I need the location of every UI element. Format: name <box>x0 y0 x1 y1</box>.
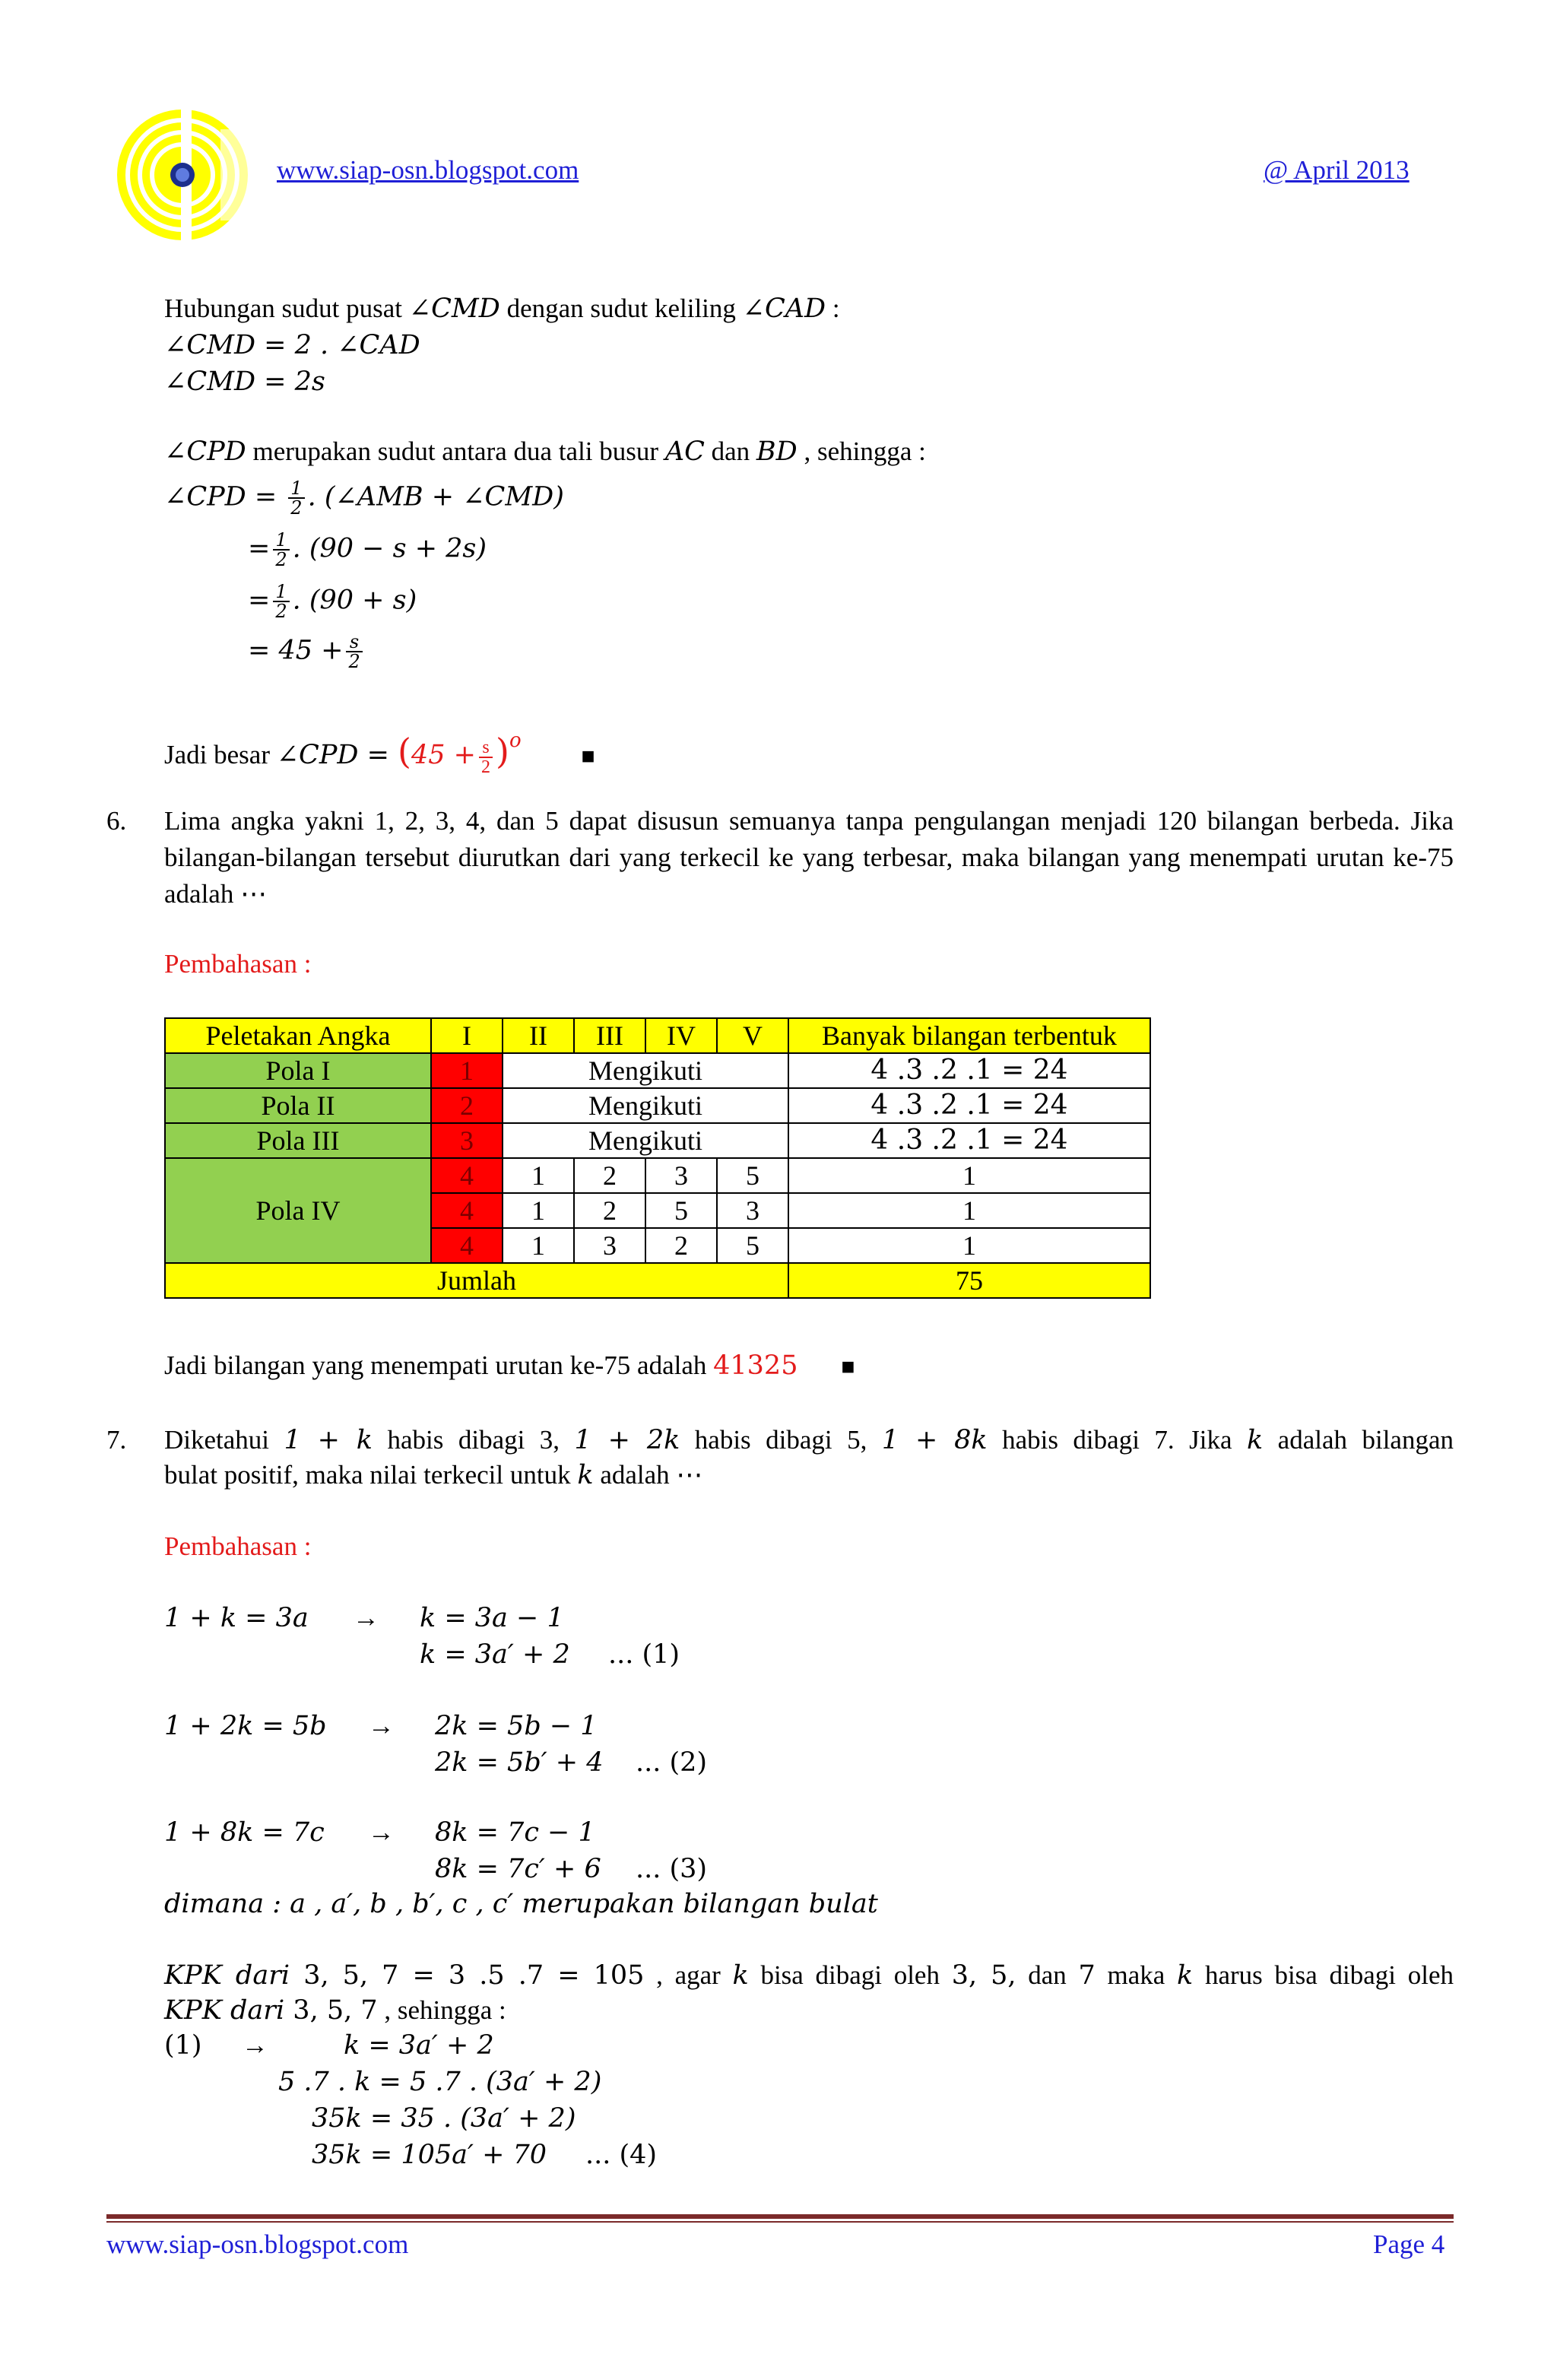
eq-b-tag: ... (2) <box>636 1747 708 1778</box>
table-cell: Pola I <box>165 1053 431 1088</box>
header-url-link[interactable]: www.siap-osn.blogspot.com <box>277 155 579 185</box>
table-cell: Pola III <box>165 1123 431 1158</box>
table-header-cell: I <box>431 1018 503 1053</box>
qed-mark: ■ <box>841 1354 855 1379</box>
problem-7-question-line-1: Diketahui 1 + k habis dibagi 3, 1 + 2k habis dibagi 5, 1 + 8k habis dibagi 7. Jika k adalah bilangan <box>164 1425 1454 1455</box>
deriv-r3: 35k = 35 . (3a′ + 2) <box>312 2103 576 2134</box>
table-row <box>165 1053 1150 1088</box>
arrow-icon: → <box>368 1711 395 1741</box>
eq-b-lhs: 1 + 2k = 5b <box>164 1711 327 1741</box>
table-cell: 2 <box>574 1193 645 1228</box>
table-cell: 5 <box>645 1193 717 1228</box>
table-cell: Pola IV <box>165 1158 431 1263</box>
problem-7-number: 7. <box>106 1425 127 1455</box>
table-header-cell: Banyak bilangan terbentuk <box>788 1018 1150 1053</box>
table-cell: 4 <box>431 1158 503 1193</box>
table-cell: 1 <box>788 1228 1150 1263</box>
table-cell: 4 .3 .2 .1 = 24 <box>788 1088 1150 1123</box>
equation-cmd-2: ∠CMD = 2s <box>164 367 325 397</box>
header-date: @ April 2013 <box>1264 155 1410 185</box>
eq-b-r2: 2k = 5b′ + 4 <box>435 1747 604 1778</box>
table-header-cell: Peletakan Angka <box>165 1018 431 1053</box>
footer-divider-thin <box>106 2221 1454 2223</box>
kpk-line-1: KPK dari 3, 5, 7 = 3 .5 .7 = 105 , agar k bisa dibagi oleh 3, 5, dan 7 maka k harus bisa dibagi oleh <box>164 1960 1454 1991</box>
eq-c-tag: ... (3) <box>636 1854 708 1884</box>
eq-c-r1: 8k = 7c − 1 <box>435 1817 595 1848</box>
eq-a-r1: k = 3a − 1 <box>420 1603 564 1633</box>
table-cell: Pola II <box>165 1088 431 1123</box>
table-cell: Jumlah <box>165 1263 788 1298</box>
table-total-row <box>165 1263 1150 1298</box>
eq-b-r1: 2k = 5b − 1 <box>435 1711 598 1741</box>
table-row <box>165 1158 1150 1193</box>
table-row <box>165 1123 1150 1158</box>
cpd-step-4: = 45 + $\frac{s}{2}$ <box>248 633 366 671</box>
cpd-intro: ∠CPD merupakan sudut antara dua tali busur AC dan BD , sehingga : <box>164 436 926 467</box>
central-angle-intro: Hubungan sudut pusat ∠CMD dengan sudut keliling ∠CAD : <box>164 294 840 324</box>
logo-graphic <box>114 106 258 243</box>
table-cell: Mengikuti <box>503 1053 788 1088</box>
cpd-conclusion: Jadi besar ∠CPD = (45 + $\frac{s}{2}$ )$^o$ ■ <box>164 729 595 777</box>
table-cell: 4 <box>431 1228 503 1263</box>
table-cell: 4 <box>431 1193 503 1228</box>
permutation-table <box>164 1017 1151 1299</box>
problem-6-number: 6. <box>106 806 127 836</box>
cpd-step-2: = $\frac{1}{2}$ . (90 − s + 2s) <box>248 529 487 570</box>
table-cell: 2 <box>645 1228 717 1263</box>
table-cell: 3 <box>717 1193 788 1228</box>
arrow-icon: → <box>353 1603 379 1633</box>
table-header-cell: IV <box>645 1018 717 1053</box>
table-header-cell: II <box>503 1018 574 1053</box>
table-cell: 1 <box>788 1158 1150 1193</box>
problem-6-pembahasan: Pembahasan : <box>164 949 312 979</box>
arrow-icon: → <box>368 1817 395 1847</box>
footer-url-link[interactable]: www.siap-osn.blogspot.com <box>106 2229 409 2259</box>
problem-7-pembahasan: Pembahasan : <box>164 1531 312 1561</box>
problem-7-question-line-2: bulat positif, maka nilai terkecil untuk k adalah ⋯ <box>164 1460 703 1490</box>
cpd-step-3: = $\frac{1}{2}$ . (90 + s) <box>248 581 417 622</box>
table-cell: Mengikuti <box>503 1123 788 1158</box>
qed-mark: ■ <box>581 744 595 769</box>
kpk-line-2: KPK dari 3, 5, 7 , sehingga : <box>164 1995 506 2026</box>
table-header-cell: V <box>717 1018 788 1053</box>
table-cell: 4 .3 .2 .1 = 24 <box>788 1123 1150 1158</box>
table-cell: 2 <box>574 1158 645 1193</box>
table-cell: 75 <box>788 1263 1150 1298</box>
arrow-icon: → <box>242 2030 268 2060</box>
table-cell: 5 <box>717 1158 788 1193</box>
eq-a-tag: ... (1) <box>608 1639 680 1670</box>
footer-divider <box>106 2214 1454 2219</box>
problem-6-question: Lima angka yakni 1, 2, 3, 4, dan 5 dapat disusun semuanya tanpa pengulangan menjadi 120 bilangan berbeda. Jika bilangan-bilangan tersebut diurutkan dari yang terkecil ke yang terbesar, maka bilangan yang menempati urutan ke-75 adalah ⋯ <box>164 806 1454 909</box>
deriv-tag-4: ... (4) <box>585 2140 658 2170</box>
table-cell: 1 <box>788 1193 1150 1228</box>
deriv-tag-1: (1) <box>164 2030 202 2061</box>
table-cell: Mengikuti <box>503 1088 788 1123</box>
table-header-cell: III <box>574 1018 645 1053</box>
table-cell: 1 <box>503 1193 574 1228</box>
table-row <box>165 1088 1150 1123</box>
problem-6-conclusion: Jadi bilangan yang menempati urutan ke-75 adalah 41325 ■ <box>164 1350 855 1381</box>
table-cell: 2 <box>431 1088 503 1123</box>
table-cell: 1 <box>503 1158 574 1193</box>
dimana-note: dimana : a , a′, b , b′, c , c′ merupakan bilangan bulat <box>164 1889 878 1919</box>
footer-page-number: Page 4 <box>1373 2229 1445 2259</box>
table-cell: 3 <box>645 1158 717 1193</box>
deriv-r2: 5 .7 . k = 5 .7 . (3a′ + 2) <box>278 2067 602 2097</box>
table-cell: 1 <box>431 1053 503 1088</box>
table-cell: 3 <box>431 1123 503 1158</box>
equation-cmd-1: ∠CMD = 2 . ∠CAD <box>164 330 420 360</box>
site-logo <box>114 106 258 243</box>
eq-c-lhs: 1 + 8k = 7c <box>164 1817 325 1848</box>
cpd-step-1: ∠CPD = $\frac{1}{2}$ . (∠AMB + ∠CMD) <box>164 478 564 519</box>
eq-a-r2: k = 3a′ + 2 <box>420 1639 570 1670</box>
table-cell: 4 .3 .2 .1 = 24 <box>788 1053 1150 1088</box>
table-header-row <box>165 1018 1150 1053</box>
table-cell: 5 <box>717 1228 788 1263</box>
table-cell: 1 <box>503 1228 574 1263</box>
eq-a-lhs: 1 + k = 3a <box>164 1603 309 1633</box>
eq-c-r2: 8k = 7c′ + 6 <box>435 1854 601 1884</box>
deriv-r1: k = 3a′ + 2 <box>344 2030 494 2061</box>
table-cell: 3 <box>574 1228 645 1263</box>
deriv-r4: 35k = 105a′ + 70 <box>312 2140 547 2170</box>
